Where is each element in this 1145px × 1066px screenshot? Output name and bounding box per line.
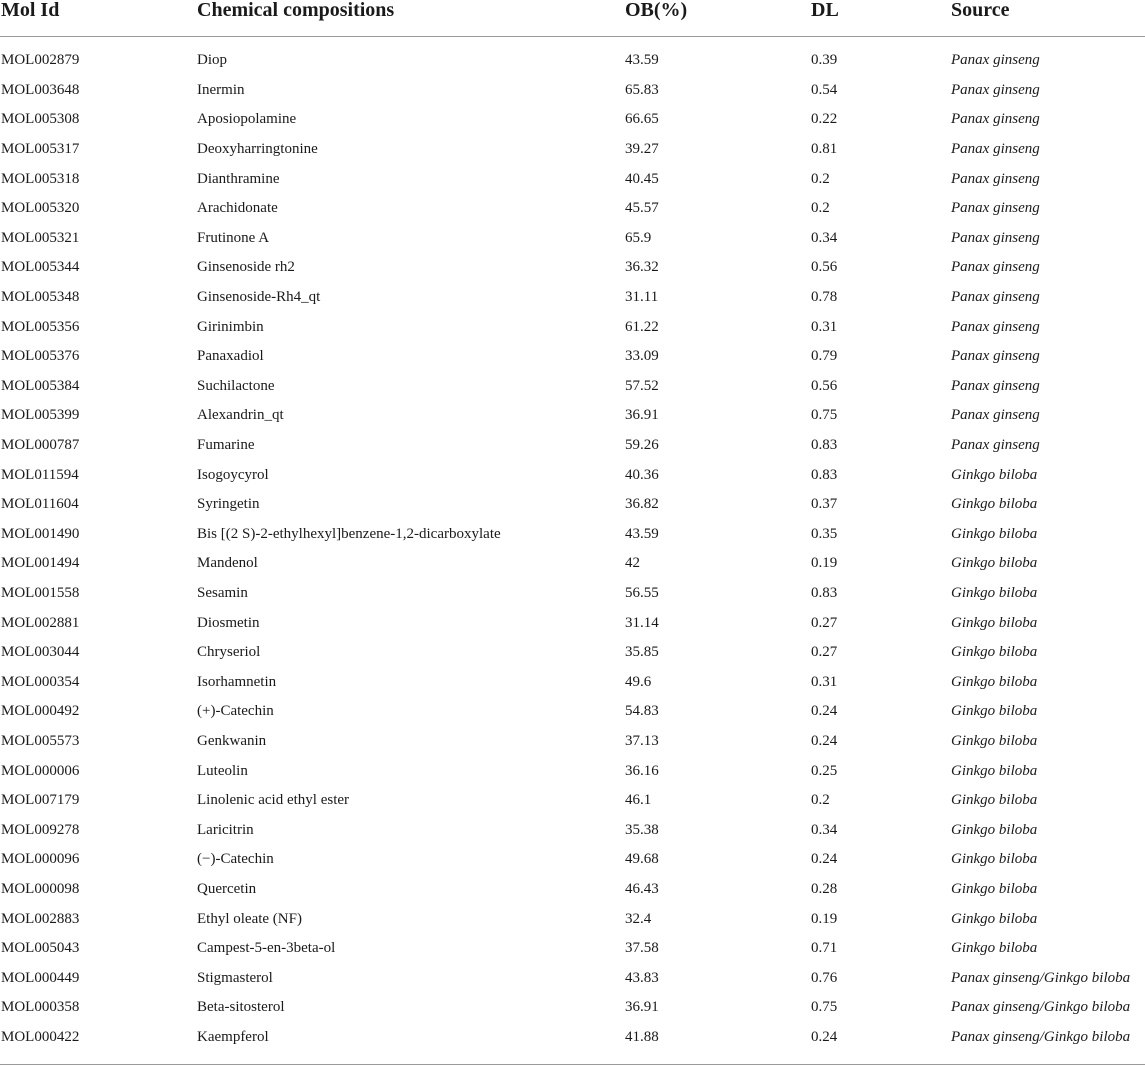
table-row — [0, 904, 1145, 934]
ob-cell: 33.09 — [625, 348, 659, 365]
source-cell: Panax ginseng — [951, 377, 1040, 394]
ob-cell: 37.13 — [625, 732, 659, 749]
composition-cell: Laricitrin — [197, 821, 254, 838]
composition-cell: (+)-Catechin — [197, 703, 274, 720]
dl-cell: 0.83 — [811, 584, 838, 601]
mol-id-cell: MOL007179 — [1, 792, 80, 809]
table-row — [0, 105, 1145, 135]
table-row — [0, 579, 1145, 609]
source-cell: Panax ginseng — [951, 81, 1040, 98]
composition-cell: Genkwanin — [197, 732, 267, 749]
composition-cell: Isorhamnetin — [197, 673, 277, 690]
mol-id-cell: MOL000358 — [1, 999, 80, 1016]
ob-cell: 56.55 — [625, 584, 659, 601]
mol-id-cell: MOL005348 — [1, 289, 80, 306]
table-row — [0, 401, 1145, 431]
table-row — [0, 756, 1145, 786]
ob-cell: 39.27 — [625, 141, 659, 158]
dl-cell: 0.71 — [811, 940, 838, 957]
ob-cell: 43.59 — [625, 525, 659, 542]
mol-id-cell: MOL005043 — [1, 940, 80, 957]
table-row — [0, 46, 1145, 76]
dl-cell: 0.25 — [811, 762, 838, 779]
table-header — [0, 0, 1145, 46]
bottom-rule — [0, 1064, 1145, 1065]
source-cell: Panax ginseng — [951, 348, 1040, 365]
table-row — [0, 520, 1145, 550]
table-row — [0, 431, 1145, 461]
dl-cell: 0.79 — [811, 348, 838, 365]
ob-cell: 46.1 — [625, 792, 652, 809]
header-mol-id: Mol Id — [0, 0, 196, 37]
mol-id-cell: MOL003044 — [1, 644, 80, 661]
dl-cell: 0.24 — [811, 1028, 838, 1045]
ob-cell: 31.11 — [625, 289, 659, 306]
source-cell: Ginkgo biloba — [951, 673, 1038, 690]
composition-cell: Ginsenoside rh2 — [197, 259, 295, 276]
mol-id-cell: MOL002881 — [1, 614, 80, 631]
source-cell: Ginkgo biloba — [951, 614, 1038, 631]
table-row — [0, 845, 1145, 875]
table-row — [0, 312, 1145, 342]
mol-id-cell: MOL005344 — [1, 259, 80, 276]
composition-cell: Syringetin — [197, 496, 260, 513]
source-cell: Panax ginseng — [951, 141, 1040, 158]
ob-cell: 66.65 — [625, 111, 659, 128]
table-row — [0, 283, 1145, 313]
ob-cell: 43.59 — [625, 52, 659, 69]
dl-cell: 0.27 — [811, 614, 838, 631]
ob-cell: 37.58 — [625, 940, 659, 957]
table-row — [0, 786, 1145, 816]
mol-id-cell: MOL000354 — [1, 673, 80, 690]
source-cell: Panax ginseng — [951, 111, 1040, 128]
ob-cell: 42 — [625, 555, 640, 572]
source-cell: Ginkgo biloba — [951, 555, 1038, 572]
table-row — [0, 1023, 1145, 1053]
source-cell: Panax ginseng — [951, 318, 1040, 335]
header-dl: DL — [810, 0, 950, 37]
mol-id-cell: MOL005321 — [1, 229, 80, 246]
table-row — [0, 549, 1145, 579]
source-cell: Ginkgo biloba — [951, 732, 1038, 749]
ob-cell: 61.22 — [625, 318, 659, 335]
source-cell: Panax ginseng — [951, 407, 1040, 424]
table-row — [0, 490, 1145, 520]
source-cell: Panax ginseng — [951, 170, 1040, 187]
composition-cell: Fumarine — [197, 437, 255, 454]
dl-cell: 0.83 — [811, 437, 838, 454]
ob-cell: 36.91 — [625, 407, 659, 424]
mol-id-cell: MOL005317 — [1, 141, 80, 158]
dl-cell: 0.24 — [811, 703, 838, 720]
mol-id-cell: MOL000096 — [1, 851, 80, 868]
dl-cell: 0.24 — [811, 732, 838, 749]
dl-cell: 0.78 — [811, 289, 838, 306]
table-row — [0, 76, 1145, 106]
mol-id-cell: MOL001494 — [1, 555, 80, 572]
composition-cell: Chryseriol — [197, 644, 261, 661]
composition-cell: Luteolin — [197, 762, 248, 779]
source-cell: Ginkgo biloba — [951, 821, 1038, 838]
mol-id-cell: MOL005320 — [1, 200, 80, 217]
ob-cell: 59.26 — [625, 437, 659, 454]
ob-cell: 57.52 — [625, 377, 659, 394]
table-row — [0, 194, 1145, 224]
composition-cell: Suchilactone — [197, 377, 275, 394]
mol-id-cell: MOL001490 — [1, 525, 80, 542]
source-cell: Panax ginseng — [951, 259, 1040, 276]
dl-cell: 0.56 — [811, 377, 838, 394]
source-cell: Ginkgo biloba — [951, 940, 1038, 957]
ob-cell: 36.91 — [625, 999, 659, 1016]
ob-cell: 40.36 — [625, 466, 659, 483]
dl-cell: 0.22 — [811, 111, 838, 128]
ob-cell: 45.57 — [625, 200, 659, 217]
mol-id-cell: MOL000449 — [1, 969, 80, 986]
source-cell: Ginkgo biloba — [951, 910, 1038, 927]
table-row — [0, 135, 1145, 165]
mol-id-cell: MOL005318 — [1, 170, 80, 187]
mol-id-cell: MOL000006 — [1, 762, 80, 779]
table-row — [0, 934, 1145, 964]
table-row — [0, 224, 1145, 254]
ob-cell: 35.38 — [625, 821, 659, 838]
table-row — [0, 963, 1145, 993]
composition-cell: Ethyl oleate (NF) — [197, 910, 302, 927]
ob-cell: 65.9 — [625, 229, 652, 246]
table-row — [0, 697, 1145, 727]
table-row — [0, 667, 1145, 697]
mol-id-cell: MOL005573 — [1, 732, 80, 749]
source-cell: Panax ginseng — [951, 437, 1040, 454]
composition-cell: Aposiopolamine — [197, 111, 297, 128]
header-chemical-compositions: Chemical compositions — [196, 0, 624, 37]
header-ob: OB(%) — [624, 0, 810, 37]
dl-cell: 0.81 — [811, 141, 838, 158]
composition-cell: Quercetin — [197, 880, 257, 897]
source-cell: Ginkgo biloba — [951, 496, 1038, 513]
dl-cell: 0.2 — [811, 200, 830, 217]
source-cell: Ginkgo biloba — [951, 525, 1038, 542]
dl-cell: 0.35 — [811, 525, 838, 542]
source-cell: Panax ginseng — [951, 289, 1040, 306]
ob-cell: 43.83 — [625, 969, 659, 986]
table-body — [0, 46, 1145, 1052]
dl-cell: 0.37 — [811, 496, 838, 513]
composition-cell: Girinimbin — [197, 318, 264, 335]
composition-cell: Panaxadiol — [197, 348, 264, 365]
dl-cell: 0.39 — [811, 52, 838, 69]
table-row — [0, 253, 1145, 283]
composition-cell: Inermin — [197, 81, 245, 98]
mol-id-cell: MOL009278 — [1, 821, 80, 838]
mol-id-cell: MOL000492 — [1, 703, 80, 720]
source-cell: Panax ginseng — [951, 200, 1040, 217]
dl-cell: 0.34 — [811, 229, 838, 246]
ob-cell: 41.88 — [625, 1028, 659, 1045]
table-row — [0, 727, 1145, 757]
source-cell: Panax ginseng/Ginkgo biloba — [951, 1028, 1131, 1045]
composition-cell: Sesamin — [197, 584, 248, 601]
source-cell: Panax ginseng/Ginkgo biloba — [951, 999, 1131, 1016]
composition-cell: Stigmasterol — [197, 969, 273, 986]
dl-cell: 0.75 — [811, 999, 838, 1016]
dl-cell: 0.19 — [811, 555, 838, 572]
composition-cell: Diosmetin — [197, 614, 260, 631]
ob-cell: 32.4 — [625, 910, 652, 927]
source-cell: Panax ginseng/Ginkgo biloba — [951, 969, 1131, 986]
ob-cell: 31.14 — [625, 614, 659, 631]
dl-cell: 0.31 — [811, 673, 838, 690]
source-cell: Ginkgo biloba — [951, 762, 1038, 779]
mol-id-cell: MOL001558 — [1, 584, 80, 601]
ob-cell: 65.83 — [625, 81, 659, 98]
composition-cell: Beta-sitosterol — [197, 999, 285, 1016]
source-cell: Ginkgo biloba — [951, 851, 1038, 868]
dl-cell: 0.28 — [811, 880, 838, 897]
source-cell: Ginkgo biloba — [951, 703, 1038, 720]
mol-id-cell: MOL000422 — [1, 1028, 80, 1045]
dl-cell: 0.2 — [811, 792, 830, 809]
table-row — [0, 993, 1145, 1023]
composition-cell: Mandenol — [197, 555, 258, 572]
dl-cell: 0.75 — [811, 407, 838, 424]
mol-id-cell: MOL005308 — [1, 111, 80, 128]
ob-cell: 35.85 — [625, 644, 659, 661]
composition-cell: Arachidonate — [197, 200, 278, 217]
table-row — [0, 815, 1145, 845]
dl-cell: 0.54 — [811, 81, 838, 98]
ob-cell: 46.43 — [625, 880, 659, 897]
table-row — [0, 608, 1145, 638]
mol-id-cell: MOL011604 — [1, 496, 79, 513]
source-cell: Panax ginseng — [951, 52, 1040, 69]
mol-id-cell: MOL000787 — [1, 437, 80, 454]
table-row — [0, 164, 1145, 194]
ob-cell: 36.82 — [625, 496, 659, 513]
mol-id-cell: MOL002879 — [1, 52, 80, 69]
dl-cell: 0.31 — [811, 318, 838, 335]
composition-cell: Diop — [197, 52, 227, 69]
mol-id-cell: MOL005356 — [1, 318, 80, 335]
table-row — [0, 638, 1145, 668]
dl-cell: 0.83 — [811, 466, 838, 483]
table-row — [0, 460, 1145, 490]
dl-cell: 0.19 — [811, 910, 838, 927]
source-cell: Ginkgo biloba — [951, 880, 1038, 897]
dl-cell: 0.27 — [811, 644, 838, 661]
composition-cell: Dianthramine — [197, 170, 280, 187]
source-cell: Ginkgo biloba — [951, 466, 1038, 483]
ob-cell: 49.6 — [625, 673, 652, 690]
mol-id-cell: MOL005399 — [1, 407, 80, 424]
ob-cell: 49.68 — [625, 851, 659, 868]
composition-cell: Alexandrin_qt — [197, 407, 284, 424]
ob-cell: 36.16 — [625, 762, 659, 779]
header-source: Source — [950, 0, 1145, 37]
source-cell: Ginkgo biloba — [951, 644, 1038, 661]
mol-id-cell: MOL005376 — [1, 348, 80, 365]
dl-cell: 0.56 — [811, 259, 838, 276]
composition-cell: Deoxyharringtonine — [197, 141, 318, 158]
mol-id-cell: MOL011594 — [1, 466, 79, 483]
ob-cell: 54.83 — [625, 703, 659, 720]
mol-id-cell: MOL005384 — [1, 377, 80, 394]
source-cell: Ginkgo biloba — [951, 792, 1038, 809]
composition-cell: Bis [(2 S)-2-ethylhexyl]benzene-1,2-dicarboxylate — [197, 525, 501, 542]
table-row — [0, 342, 1145, 372]
ob-cell: 40.45 — [625, 170, 659, 187]
dl-cell: 0.34 — [811, 821, 838, 838]
composition-cell: Kaempferol — [197, 1028, 269, 1045]
mol-id-cell: MOL000098 — [1, 880, 80, 897]
mol-id-cell: MOL003648 — [1, 81, 80, 98]
composition-cell: Ginsenoside-Rh4_qt — [197, 289, 321, 306]
dl-cell: 0.2 — [811, 170, 830, 187]
ob-cell: 36.32 — [625, 259, 659, 276]
table-row — [0, 875, 1145, 905]
composition-cell: Isogoycyrol — [197, 466, 269, 483]
composition-cell: Frutinone A — [197, 229, 270, 246]
dl-cell: 0.24 — [811, 851, 838, 868]
composition-cell: (−)-Catechin — [197, 851, 274, 868]
mol-id-cell: MOL002883 — [1, 910, 80, 927]
table-row — [0, 372, 1145, 402]
dl-cell: 0.76 — [811, 969, 838, 986]
source-cell: Ginkgo biloba — [951, 584, 1038, 601]
source-cell: Panax ginseng — [951, 229, 1040, 246]
composition-cell: Linolenic acid ethyl ester — [197, 792, 350, 809]
composition-cell: Campest-5-en-3beta-ol — [197, 940, 336, 957]
